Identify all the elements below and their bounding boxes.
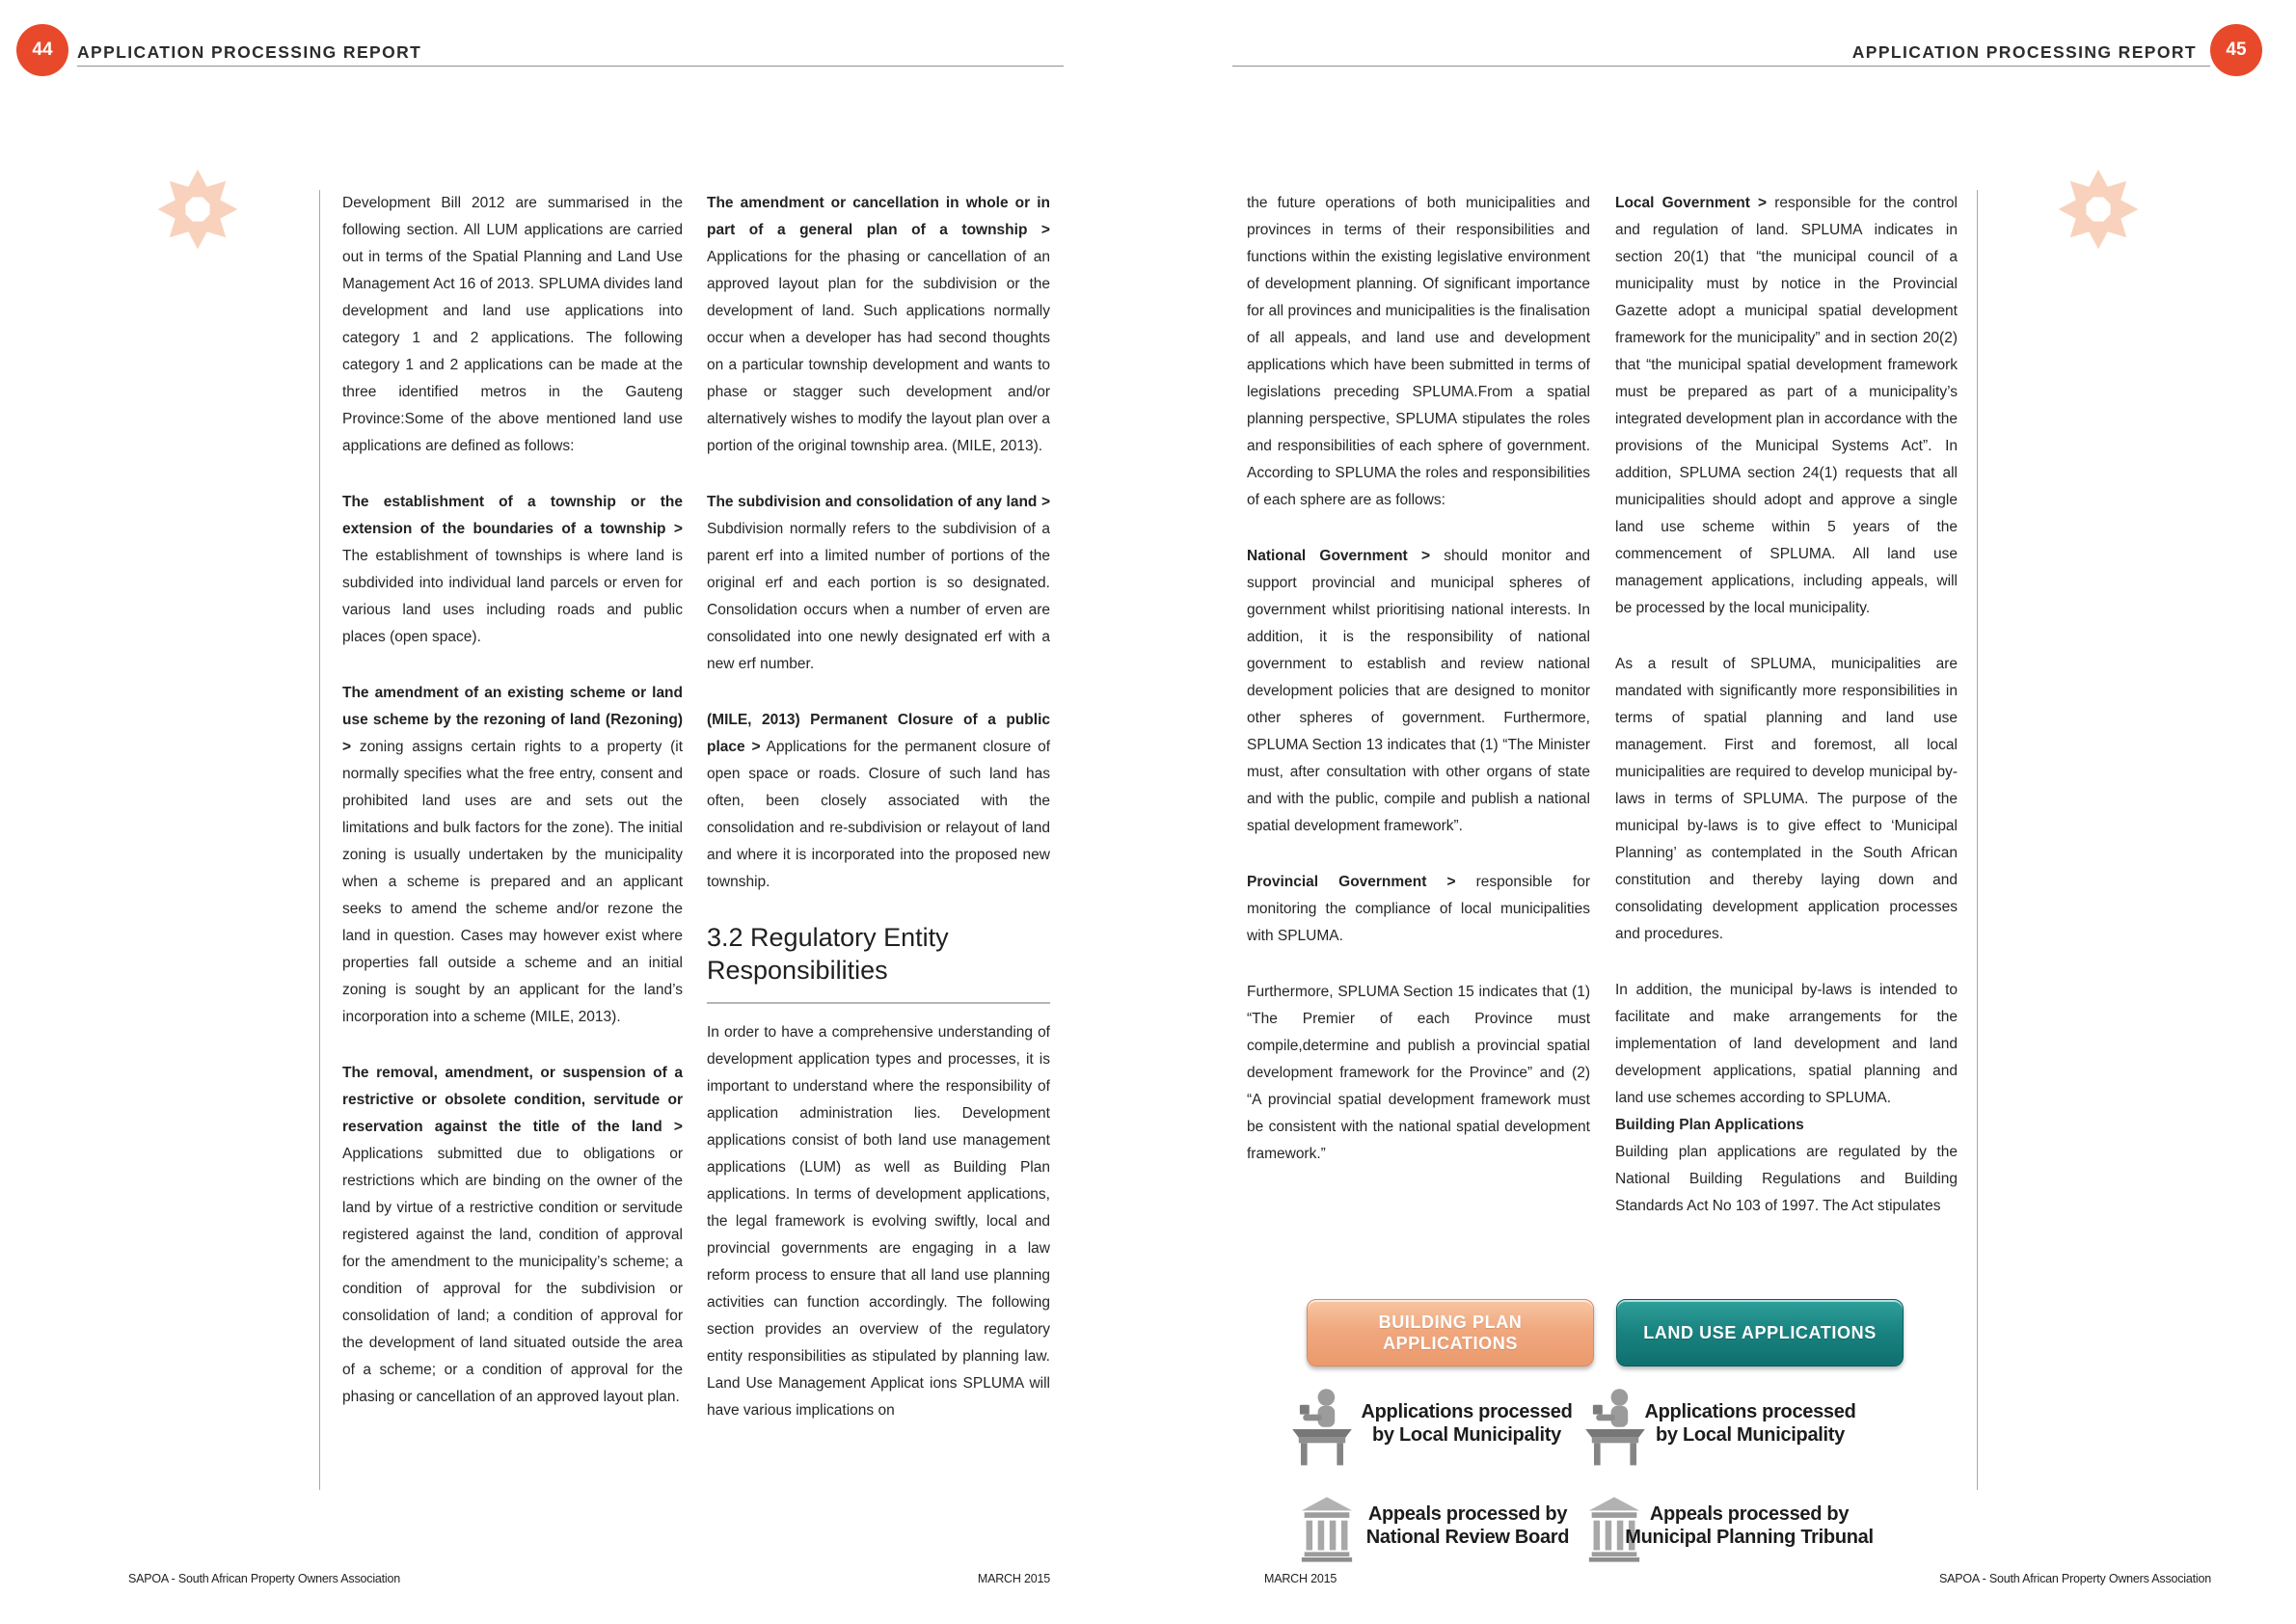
footer-date: MARCH 2015 <box>1264 1572 1337 1585</box>
label-line: by Local Municipality <box>1656 1424 1845 1446</box>
paragraph: In addition, the municipal by-laws is intended to facilitate and make arrangements for the implementation of land development and land development applications, spatial planning and land use schemes according to SPLUMA. <box>1615 982 1958 1106</box>
report-title: APPLICATION PROCESSING REPORT <box>77 42 422 62</box>
footer-date: MARCH 2015 <box>977 1572 1050 1585</box>
body-column <box>1247 190 1590 1168</box>
paragraph: Building plan applications are regulated by the National Building Regulations and Building Standards Act No 103 of 1997. The Act stipulates <box>1615 1144 1958 1214</box>
paragraph: Local Government > responsible for the control and regulation of land. SPLUMA indicates in section 20(1) that “the municipal council of a municipality must by notice in the Provincial Gazette adopt a municipal spatial development framework for the municipality” and in section 20(2) that “the municipal spatial development framework must be prepared as part of a municipality’s integrated development plan in accordance with the provisions of the Municipal Systems Act”. In addition, SPLUMA section 24(1) requests that all municipalities should adopt and approve a single land use scheme within 5 years of the commencement of SPLUMA. All land use management applications, including appeals, will be processed by the local municipality. <box>1615 195 1958 616</box>
header-rule <box>1232 66 2210 67</box>
column-rule <box>1977 190 1978 1490</box>
column-rule <box>319 190 320 1490</box>
subsection-heading: Building Plan Applications <box>1615 1117 1804 1133</box>
label-line: Applications processed <box>1361 1401 1573 1422</box>
body-column <box>342 190 683 1411</box>
paragraph: The establishment of a township or the extension of the boundaries of a township > The establishment of townships is where land is subdivided into individual land parcels or erven for various land uses including roads and public places (open space). <box>342 494 683 645</box>
building-plan-applications-label <box>1322 1400 1611 1447</box>
paragraph: Furthermore, SPLUMA Section 15 indicates that (1) “The Premier of each Province must compile,determine and publish a provincial spatial development framework for the Province” and (2) “A provincial spatial development framework must be consistent with the national spatial development framework.” <box>1247 984 1590 1162</box>
report-title: APPLICATION PROCESSING REPORT <box>1851 42 2197 62</box>
section-heading-rule <box>707 1002 1050 1004</box>
label-line: Appeals processed by <box>1367 1503 1568 1525</box>
paragraph: Development Bill 2012 are summarised in the following section. All LUM applications are carried out in terms of the Spatial Planning and Land Use Management Act 16 of 2013. SPLUMA divides land development and land use applications into category 1 and 2 applications. The following category 1 and 2 applications can be made at the three identified metros in the Gauteng Province:Some of the above mentioned land use applications are defined as follows: <box>342 195 683 454</box>
button-label-line: LAND USE APPLICATIONS <box>1643 1323 1877 1342</box>
paragraph: The subdivision and consolidation of any land > Subdivision normally refers to the subdivision of a parent erf into a limited number of portions of the original erf and each portion is so designated. Consolidation occurs when a number of erven are consolidated into one newly designated erf with a new erf number. <box>707 494 1050 672</box>
paragraph: (MILE, 2013) Permanent Closure of a public place > Applications for the permanent closure of open space or roads. Closure of such land has often, been closely associated with the consolidation and re-subdivision or relayout of land and where it is incorporated into the proposed new township. <box>707 712 1050 890</box>
land-use-applications-button <box>1616 1299 1904 1367</box>
label-line: National Review Board <box>1365 1527 1570 1548</box>
page-number-badge: 44 <box>16 24 68 76</box>
section-heading: 3.2 Regulatory Entity Responsibilities <box>707 923 949 985</box>
flower-icon <box>2055 166 2142 253</box>
page-number-badge: 45 <box>2210 24 2262 76</box>
label-line: Applications processed <box>1644 1401 1856 1422</box>
body-column <box>1615 190 1958 1220</box>
footer-organization: SAPOA - South African Property Owners Association <box>128 1572 401 1585</box>
label-line: Appeals processed by <box>1649 1503 1850 1525</box>
paragraph: National Government > should monitor and support provincial and municipal spheres of government whilst prioritising national interests. In addition, it is the responsibility of national government to establish and review national development policies that are designed to monitor other spheres of government. Furthermore, SPLUMA Section 13 indicates that (1) “The Minister must, after consultation with other organs of state and with the public, compile and publish a national spatial development framework”. <box>1247 548 1591 834</box>
header-rule <box>77 66 1064 67</box>
body-column <box>707 190 1050 1424</box>
paragraph: The amendment of an existing scheme or land use scheme by the rezoning of land (Rezoning) > zoning assigns certain rights to a property (it normally specifies what the free entry, consent and prohibited land uses are and sets out the limitations and bulk factors for the zone). The initial zoning is usually undertaken by the municipality when a scheme is prepared and an applicant seeks to amend the scheme and/or rezone the land in question. Cases may however exist where properties fall outside a scheme and an initial zoning is sought by an applicant for the land’s incorporation into a scheme (MILE, 2013). <box>342 685 683 1025</box>
building-plan-applications-button <box>1307 1299 1594 1367</box>
button-label-line: APPLICATIONS <box>1383 1334 1518 1353</box>
footer-organization: SAPOA - South African Property Owners Association <box>1938 1572 2211 1585</box>
land-use-applications-label <box>1606 1400 1895 1447</box>
paragraph: As a result of SPLUMA, municipalities are mandated with significantly more responsibilities in terms of spatial planning and land use management. First and foremost, all local municipalities are required to develop municipal by-laws in terms of SPLUMA. The purpose of the municipal by-laws is to give effect to ‘Municipal Planning’ as contemplated in the South African constitution and thereby laying down and consolidating development application processes and procedures. <box>1615 656 1958 942</box>
paragraph: the future operations of both municipalities and provinces in terms of their responsibilities and functions within the existing legislative environment of development planning. Of significant importance for all provinces and municipalities is the finalisation of all appeals, and land use and development applications which have been submitted in terms of legislations preceding SPLUMA.From a spatial planning perspective, SPLUMA stipulates the roles and responsibilities of each sphere of government. According to SPLUMA the roles and responsibilities of each sphere are as follows: <box>1247 195 1590 508</box>
paragraph: The amendment or cancellation in whole or in part of a general plan of a township > Applications for the phasing or cancellation of an approved layout plan for the subdivision or the development of land. Such applications normally occur when a developer has had second thoughts on a particular township development and wants to phase or stagger such development and/or alternatively wishes to modify the layout plan over a portion of the original township area. (MILE, 2013). <box>707 195 1050 454</box>
paragraph: The removal, amendment, or suspension of a restrictive or obsolete condition, servitude or reservation against the title of the land > Applications submitted due to obligations or restrictions which are binding on the owner of the land by virtue of a restrictive condition or servitude registered against the land, condition of approval for the amendment to the municipality’s scheme; a condition of approval for the subdivision or consolidation of land; a condition of approval for the development of land situated outside the area of a scheme; or a condition of approval for the phasing or cancellation of an approved layout plan. <box>342 1065 683 1405</box>
land-use-appeals-label <box>1605 1502 1894 1549</box>
building-plan-appeals-label <box>1323 1502 1612 1549</box>
label-line: Municipal Planning Tribunal <box>1625 1527 1874 1548</box>
flower-icon <box>154 166 241 253</box>
paragraph: Provincial Government > responsible for monitoring the compliance of local municipalities with SPLUMA. <box>1247 874 1590 944</box>
label-line: by Local Municipality <box>1372 1424 1561 1446</box>
paragraph: In order to have a comprehensive understanding of development application types and processes, it is important to understand where the responsibility of application administration lies. Development applications consist of both land use management applications (LUM) as well as Building Plan applications. In terms of development applications, the legal framework is evolving swiftly, local and provincial governments are engaging in a law reform process to ensure that all land use planning activities can function accordingly. The following section provides an overview of the regulatory entity responsibilities as stipulated by planning law. Land Use Management Applicat ions SPLUMA will have various implications on <box>707 1024 1050 1419</box>
button-label-line: BUILDING PLAN <box>1378 1313 1523 1332</box>
